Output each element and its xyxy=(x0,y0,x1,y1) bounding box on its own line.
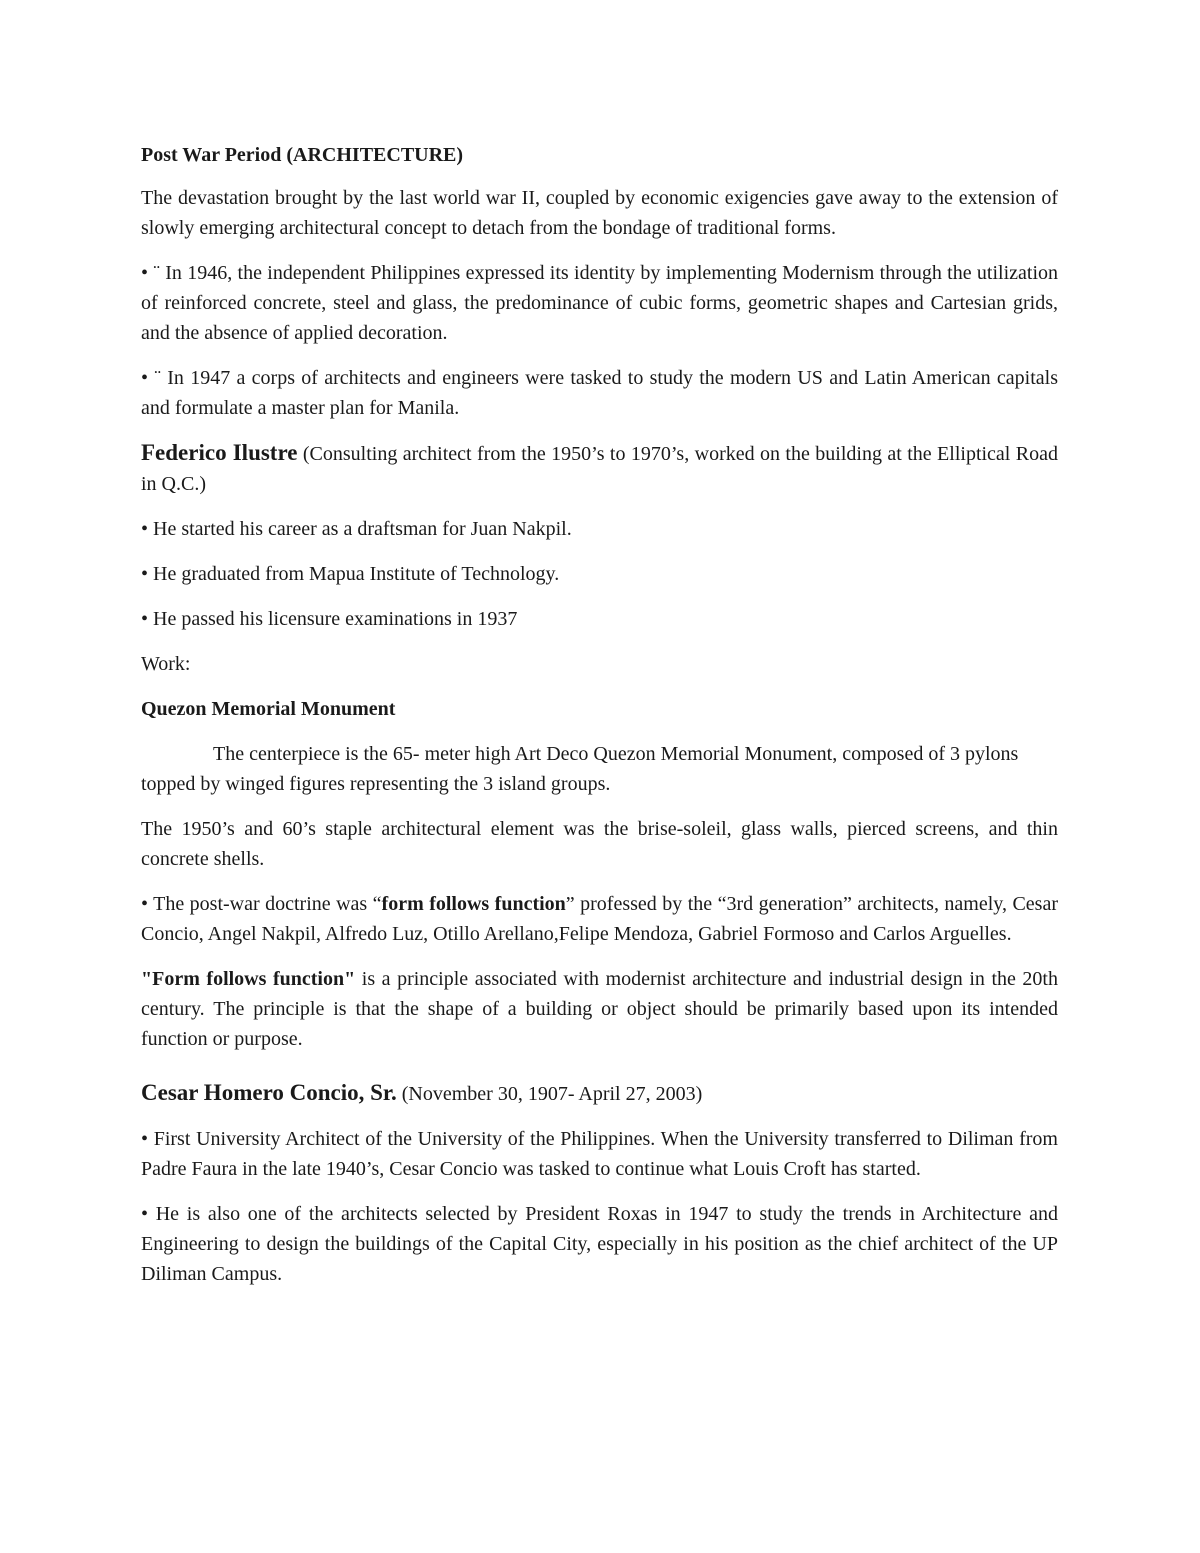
work-label: Work: xyxy=(141,653,191,675)
doctrine-after: ” professed by the “3rd generation” architects, namely, Cesar Concio, Angel Nakpil, Alfredo Luz, Otillo Arellano,Felipe Mendoza, Gabriel Formoso and Carlos Arguelles. xyxy=(141,893,1058,945)
intro-paragraph: The devastation brought by the last world war II, coupled by economic exigencies gave away to the extension of slowly emerging architectural concept to detach from the bondage of traditional forms. xyxy=(141,187,1058,239)
work-title xyxy=(141,694,1058,724)
doctrine-before: • The post-war doctrine was “ xyxy=(141,893,382,915)
form-follows-rest: is a principle associated with modernist architecture and industrial design in the 20th century. The principle is that the shape of a building or object should be primarily based upon its intended function or purpose. xyxy=(141,968,1058,1050)
ilustre-bullet: • He graduated from Mapua Institute of Technology. xyxy=(141,563,560,585)
document-body xyxy=(141,140,1058,1304)
work-title-text: Quezon Memorial Monument xyxy=(141,698,396,720)
doctrine-paragraph xyxy=(141,889,1058,949)
ilustre-bullet: • He started his career as a draftsman for Juan Nakpil. xyxy=(141,518,572,540)
form-follows-bold: "Form follows function" xyxy=(141,968,356,990)
form-follows-paragraph xyxy=(141,964,1058,1054)
section-title: Post War Period (ARCHITECTURE) xyxy=(141,144,464,166)
concio-bullet-2: • He is also one of the architects selected by President Roxas in 1947 to study the trends in Architecture and Engineering to design the buildings of the Capital City, especially in his position as the chief architect of the UP Diliman Campus. xyxy=(141,1203,1058,1285)
concio-name: Cesar Homero Concio, Sr. xyxy=(141,1080,397,1105)
work-description: The centerpiece is the 65- meter high Art Deco Quezon Memorial Monument, composed of 3 pylons topped by winged figures representing the 3 island groups. xyxy=(141,743,1019,795)
bullet-1947: • ¨ In 1947 a corps of architects and engineers were tasked to study the modern US and Latin American capitals and formulate a master plan for Manila. xyxy=(141,367,1058,419)
ilustre-bullet: • He passed his licensure examinations in 1937 xyxy=(141,608,518,630)
bullet-1946: • ¨ In 1946, the independent Philippines expressed its identity by implementing Modernism through the utilization of reinforced concrete, steel and glass, the predominance of cubic forms, geometric shapes and Cartesian grids, and the absence of applied decoration. xyxy=(141,262,1058,344)
ilustre-heading xyxy=(141,438,1058,499)
concio-bullet-1: • First University Architect of the University of the Philippines. When the University transferred to Diliman from Padre Faura in the late 1940’s, Cesar Concio was tasked to continue what Louis Croft has started. xyxy=(141,1128,1058,1180)
doctrine-bold: form follows function xyxy=(381,893,566,915)
staple-paragraph: The 1950’s and 60’s staple architectural element was the brise-soleil, glass walls, pierced screens, and thin concrete shells. xyxy=(141,818,1058,870)
concio-dates: (November 30, 1907- April 27, 2003) xyxy=(396,1083,703,1105)
ilustre-description: (Consulting architect from the 1950’s to 1970’s, worked on the building at the Elliptical Road in Q.C.) xyxy=(141,443,1058,495)
ilustre-name: Federico Ilustre xyxy=(141,440,298,465)
concio-heading xyxy=(141,1078,1058,1109)
